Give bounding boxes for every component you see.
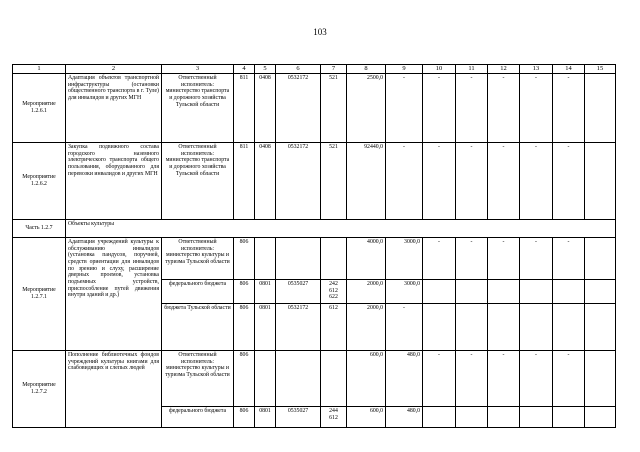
cell-c6 <box>276 238 321 280</box>
header-cell: 10 <box>423 65 456 74</box>
cell-c6: 0532172 <box>276 304 321 351</box>
cell-c13 <box>520 304 553 351</box>
cell-c5: 0801 <box>255 280 276 304</box>
cell-c8: 92440,0 <box>347 143 386 220</box>
row-executor: бюджета Тульской области <box>162 304 234 351</box>
header-cell: 7 <box>321 65 347 74</box>
cell-c12 <box>488 304 520 351</box>
cell-c15 <box>585 280 616 304</box>
cell-c4: 806 <box>234 351 255 407</box>
cell-c12 <box>488 407 520 428</box>
cell-c5 <box>255 351 276 407</box>
cell-c14 <box>553 280 585 304</box>
cell-c13: - <box>520 74 553 143</box>
header-cell: 1 <box>13 65 66 74</box>
cell-c14: - <box>553 351 585 407</box>
header-cell: 13 <box>520 65 553 74</box>
cell-c7: 244 612 <box>321 407 347 428</box>
cell-c15 <box>585 74 616 143</box>
cell-c4: 806 <box>234 407 255 428</box>
header-cell: 4 <box>234 65 255 74</box>
header-cell: 11 <box>456 65 488 74</box>
cell-c12: - <box>488 238 520 280</box>
cell-c10: - <box>423 74 456 143</box>
row-id: Мероприятие 1.2.7.2 <box>13 351 66 428</box>
cell-c4: 811 <box>234 74 255 143</box>
cell-c6: 0535027 <box>276 280 321 304</box>
cell-c7 <box>321 351 347 407</box>
header-cell: 5 <box>255 65 276 74</box>
cell-c5: 0801 <box>255 304 276 351</box>
cell-c11 <box>456 304 488 351</box>
cell-c15 <box>585 407 616 428</box>
row-name: Пополнение библиотечных фондов учреждений культуры книгами для слабовидящих и слепых людей <box>66 351 162 428</box>
cell-c6: 0532172 <box>276 143 321 220</box>
section-id: Часть 1.2.7 <box>13 220 66 238</box>
table-row <box>13 238 616 280</box>
cell-c9: 480,0 <box>386 351 423 407</box>
header-cell: 15 <box>585 65 616 74</box>
cell-c9: 480,0 <box>386 407 423 428</box>
cell-c5: 0408 <box>255 143 276 220</box>
cell-c10: - <box>423 143 456 220</box>
cell-c13 <box>520 280 553 304</box>
row-id: Мероприятие 1.2.7.1 <box>13 238 66 351</box>
cell-c14 <box>553 407 585 428</box>
table-row <box>13 74 616 143</box>
page-number: 103 <box>313 27 327 37</box>
row-name: Адаптация учреждений культуры к обслуживанию инвалидов (установка пандусов, поручней, средств ориентации для инвалидов по зрению и слуху, расширение дверных проемов, установка подъемных устройств, приспособление путей движения внутри зданий и др.) <box>66 238 162 351</box>
cell-c14: - <box>553 238 585 280</box>
row-executor: Ответственный исполнитель: министерство культуры и туризма Тульской области <box>162 351 234 407</box>
cell-c11: - <box>456 351 488 407</box>
cell-c13: - <box>520 238 553 280</box>
row-executor: Ответственный исполнитель: министерство транспорта и дорожного хозяйства Тульской области <box>162 143 234 220</box>
row-executor: Ответственный исполнитель: министерство транспорта и дорожного хозяйства Тульской области <box>162 74 234 143</box>
row-executor: федерального бюджета <box>162 407 234 428</box>
cell-c12 <box>488 280 520 304</box>
cell-c8: 600,0 <box>347 407 386 428</box>
cell-c6: 0532172 <box>276 74 321 143</box>
cell-c7: 521 <box>321 74 347 143</box>
header-cell: 3 <box>162 65 234 74</box>
header-row <box>13 65 616 74</box>
cell-c10: - <box>423 351 456 407</box>
cell-c11 <box>456 280 488 304</box>
row-id: Мероприятие 1.2.6.1 <box>13 74 66 143</box>
row-name: Адаптация объектов транспортной инфраструктуры (остановки общественного транспорта в г. Туле) для инвалидов и других МГН <box>66 74 162 143</box>
cell-c5: 0801 <box>255 407 276 428</box>
cell-c13: - <box>520 351 553 407</box>
cell-c10 <box>423 304 456 351</box>
cell-c11 <box>456 407 488 428</box>
cell-c9: - <box>386 143 423 220</box>
header-cell: 8 <box>347 65 386 74</box>
cell-c13 <box>520 407 553 428</box>
header-cell: 12 <box>488 65 520 74</box>
cell-c6 <box>276 351 321 407</box>
cell-c6: 0535027 <box>276 407 321 428</box>
cell-c4: 806 <box>234 238 255 280</box>
header-cell: 6 <box>276 65 321 74</box>
cell-c14: - <box>553 143 585 220</box>
cell-c10 <box>423 280 456 304</box>
cell-c9: - <box>386 74 423 143</box>
cell-c8: 2000,0 <box>347 304 386 351</box>
header-cell: 2 <box>66 65 162 74</box>
header-cell: 14 <box>553 65 585 74</box>
cell-c4: 806 <box>234 280 255 304</box>
cell-c11: - <box>456 238 488 280</box>
table-row <box>13 351 616 407</box>
cell-c10 <box>423 407 456 428</box>
cell-c15 <box>585 238 616 280</box>
cell-c8: 4000,0 <box>347 238 386 280</box>
row-executor: Ответственный исполнитель: министерство культуры и туризма Тульской области <box>162 238 234 280</box>
cell-c9: 3000,0 <box>386 238 423 280</box>
section-row <box>13 220 616 238</box>
cell-c7 <box>321 238 347 280</box>
cell-c8: 2000,0 <box>347 280 386 304</box>
cell-c5 <box>255 238 276 280</box>
cell-c15 <box>585 304 616 351</box>
cell-c11: - <box>456 74 488 143</box>
cell-c14 <box>553 304 585 351</box>
cell-c9: - <box>386 304 423 351</box>
cell-c15 <box>585 143 616 220</box>
cell-c9: 3000,0 <box>386 280 423 304</box>
cell-c15 <box>585 351 616 407</box>
cell-c8: 2500,0 <box>347 74 386 143</box>
cell-c7: 521 <box>321 143 347 220</box>
cell-c14: - <box>553 74 585 143</box>
table-row <box>13 143 616 220</box>
cell-c10: - <box>423 238 456 280</box>
cell-c5: 0408 <box>255 74 276 143</box>
row-id: Мероприятие 1.2.6.2 <box>13 143 66 220</box>
cell-c12: - <box>488 351 520 407</box>
cell-c13: - <box>520 143 553 220</box>
cell-c7: 612 <box>321 304 347 351</box>
cell-c11: - <box>456 143 488 220</box>
row-name: Закупка подвижного состава городского наземного электрического транспорта общего пользования, оборудованного для перевозки инвалидов и других МГН <box>66 143 162 220</box>
cell-c7: 242 612 622 <box>321 280 347 304</box>
program-table <box>12 64 616 428</box>
cell-c12: - <box>488 74 520 143</box>
cell-c8: 600,0 <box>347 351 386 407</box>
cell-c12: - <box>488 143 520 220</box>
cell-c4: 811 <box>234 143 255 220</box>
section-title: Объекты культуры <box>66 220 616 238</box>
header-cell: 9 <box>386 65 423 74</box>
row-executor: федерального бюджета <box>162 280 234 304</box>
cell-c4: 806 <box>234 304 255 351</box>
